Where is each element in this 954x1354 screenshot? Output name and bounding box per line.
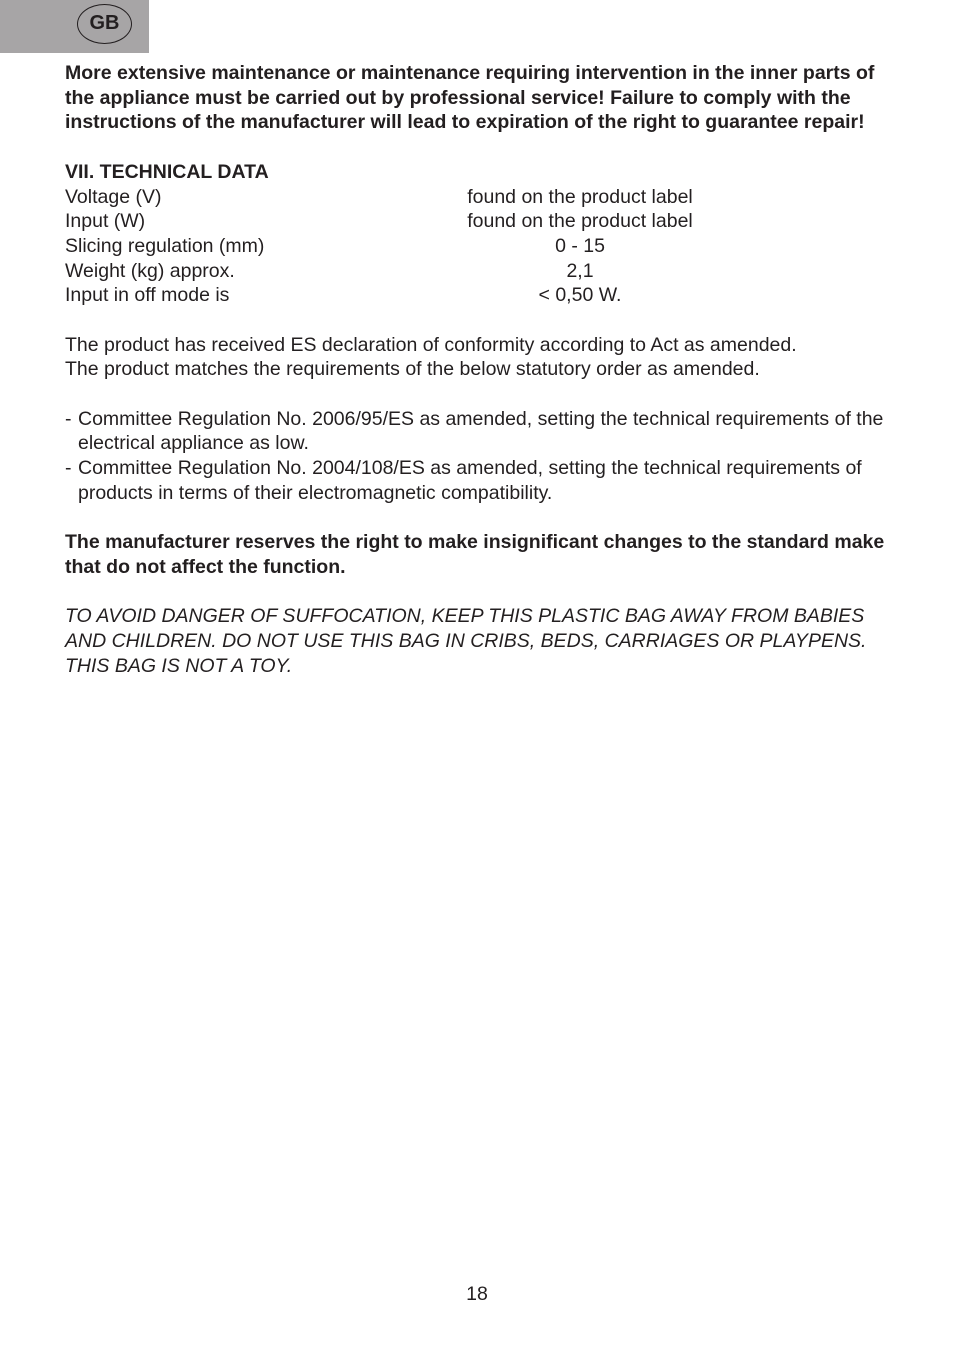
spacer xyxy=(65,580,905,605)
spec-row-input xyxy=(65,209,905,234)
spec-value: found on the product label xyxy=(467,210,693,233)
spec-row-off-mode xyxy=(65,283,905,308)
spec-row-weight xyxy=(65,259,905,284)
spec-value: 0 - 15 xyxy=(555,234,605,257)
manufacturer-note: The manufacturer reserves the right to make insignificant changes to the standard make that do not affect the function. xyxy=(65,531,885,578)
spacer xyxy=(65,506,905,531)
plastic-bag-warning: TO AVOID DANGER OF SUFFOCATION, KEEP THIS PLASTIC BAG AWAY FROM BABIES AND CHILDREN. DO NOT USE THIS BAG IN CRIBS, BEDS, CARRIAGES OR PLAYPENS. THIS BAG IS NOT A TOY. xyxy=(65,605,867,677)
spec-row-voltage xyxy=(65,185,905,210)
page-content xyxy=(65,61,905,678)
spacer xyxy=(65,308,905,333)
language-badge: GB xyxy=(77,4,132,44)
spec-value: < 0,50 W. xyxy=(538,284,622,307)
spacer xyxy=(65,382,905,407)
spec-value: 2,1 xyxy=(566,259,594,282)
spacer xyxy=(65,135,905,160)
list-dash: - xyxy=(65,407,72,430)
page-number: 18 xyxy=(466,1283,488,1305)
spec-label: Voltage (V) xyxy=(65,185,162,208)
spec-label: Weight (kg) approx. xyxy=(65,259,235,282)
spec-label: Input in off mode is xyxy=(65,284,230,307)
spec-label: Slicing regulation (mm) xyxy=(65,234,265,257)
regulation-text: Committee Regulation No. 2004/108/ES as amended, setting the technical requirements of products in terms of their electromagnetic compatibility. xyxy=(78,457,862,504)
spec-label: Input (W) xyxy=(65,210,146,233)
maintenance-warning: More extensive maintenance or maintenance requiring intervention in the inner parts of the appliance must be carried out by professional service! Failure to comply with the instructions of the manufacturer will lead to expiration of the right to guarantee repair! xyxy=(65,62,875,134)
list-dash: - xyxy=(65,457,72,480)
regulation-item xyxy=(65,407,905,456)
regulation-text: Committee Regulation No. 2006/95/ES as amended, setting the technical requirements of the electrical appliance as low. xyxy=(78,407,884,455)
spec-row-slicing xyxy=(65,234,905,259)
language-tab xyxy=(0,0,149,53)
regulation-item xyxy=(65,456,905,505)
technical-data-heading: VII. TECHNICAL DATA xyxy=(65,160,269,183)
technical-data-table xyxy=(65,185,905,308)
conformity-declaration: The product has received ES declaration of conformity according to Act as amended. xyxy=(65,333,797,356)
conformity-requirements: The product matches the requirements of the below statutory order as amended. xyxy=(65,358,760,381)
spec-value: found on the product label xyxy=(467,185,693,208)
